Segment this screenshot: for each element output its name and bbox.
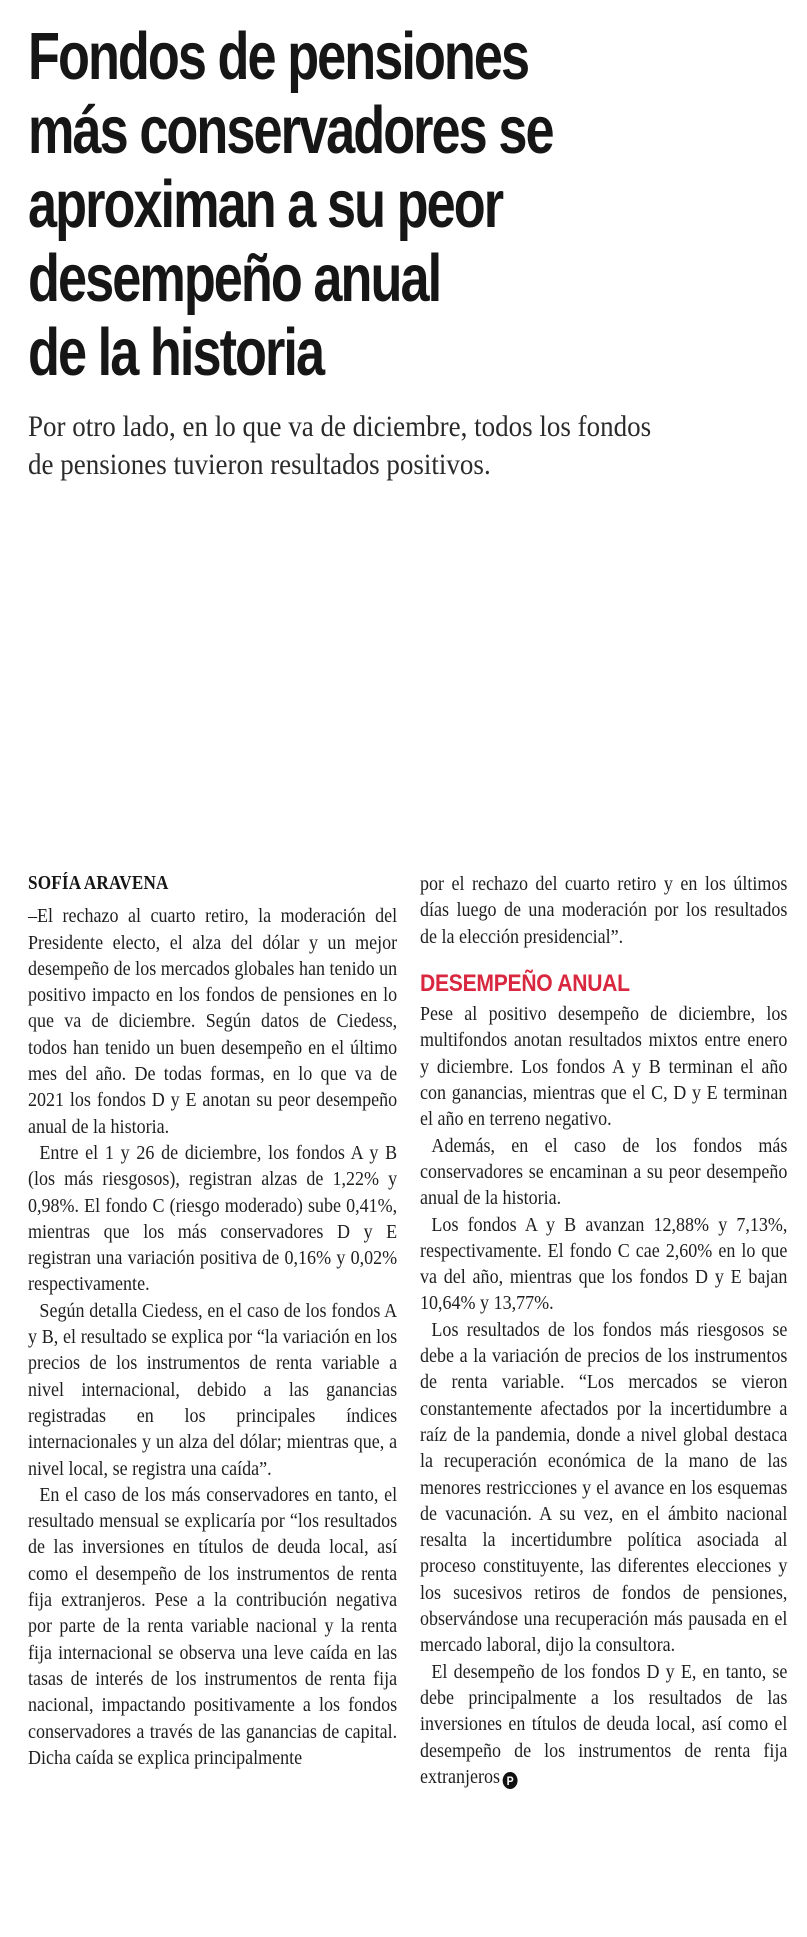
body-paragraph: Los fondos A y B avanzan 12,88% y 7,13%, respectivamente. El fondo C cae 2,60% en lo que va del año, mientras que los fondos D y E bajan 10,64% y 13,77%. (420, 1213, 788, 1315)
body-paragraph: Además, en el caso de los fondos más conservadores se encaminan a su peor desempeño anual de la historia. (420, 1134, 788, 1210)
section-header: DESEMPEÑO ANUAL (420, 969, 630, 997)
headline-line-2: más conservadores se (28, 93, 553, 168)
subheadline: Por otro lado, en lo que va de diciembre, todos los fondos de pensiones tuvieron resultados positivos. (28, 410, 652, 481)
body-paragraph: En el caso de los más conservadores en tanto, el resultado mensual se explicaría por “los resultados de las inversiones en títulos de deuda local, así como el desempeño de los instrumentos de renta fija extranjeros. Pese a la contribución negativa por parte de la renta variable nacional y la renta fija internacional se observa una leve caída en las tasas de interés de los instrumentos de renta fija nacional, impactando positivamente a los fondos conservadores a través de las ganancias de capital. Dicha caída se explica principalmente (28, 1483, 398, 1769)
body-paragraph-text: El desempeño de los fondos D y E, en tanto, se debe principalmente a los resultados de las inversiones en títulos de deuda local, así como el desempeño de los instrumentos de renta fija extranjeros (420, 1660, 788, 1788)
headline-line-5: de la historia (28, 315, 324, 390)
body-paragraph-continuation: por el rechazo del cuarto retiro y en los últimos días luego de una moderación por los resultados de la elección presidencial”. (420, 873, 788, 948)
headline-line-3: aproximan a su peor (28, 167, 503, 242)
byline: SOFÍA ARAVENA (28, 873, 169, 894)
body-paragraph: Según detalla Ciedess, en el caso de los fondos A y B, el resultado se explica por “la variación en los precios de los instrumentos de renta variable a nivel internacional, debido a las ganancias registradas en los principales índices internacionales y un alza del dólar; mientras que, a nivel local, se registra una caída”. (28, 1299, 398, 1480)
body-paragraph: Entre el 1 y 26 de diciembre, los fondos A y B (los más riesgosos), registran alzas de 1,22% y 0,98%. El fondo C (riesgo moderado) sube 0,41%, mientras que los más conservadores D y E registran una variación positiva de 0,16% y 0,02% respectivamente. (28, 1141, 398, 1296)
body-paragraph: Los resultados de los fondos más riesgosos se debe a la variación de precios de los instrumentos de renta variable. “Los mercados se vieron constantemente afectados por la incertidumbre a raíz de la pandemia, donde a nivel global destaca la recuperación económica de la mano de las menores restricciones y el avance en los esquemas de vacunación. A su vez, en el ámbito nacional resalta la incertidumbre política asociada al proceso constituyente, las diferentes elecciones y los sucesivos retiros de fondos de pensiones, observándose una recuperación más pausada en el mercado laboral, dijo la consultora. (420, 1318, 788, 1657)
right-column (420, 871, 787, 1790)
headline-line-4: desempeño anual (28, 241, 441, 316)
body-paragraph: –El rechazo al cuarto retiro, la moderación del Presidente electo, el alza del dólar y un mejor desempeño de los mercados globales han tenido un positivo impacto en los fondos de pensiones en lo que va de diciembre. Según datos de Ciedess, todos han tenido un buen desempeño en el último mes del año. De todas formas, en lo que va de 2021 los fondos D y E anotan su peor desempeño anual de la historia. (28, 905, 398, 1138)
body-paragraph (420, 1659, 787, 1790)
headline-line-1: Fondos de pensiones (28, 19, 529, 94)
headline (28, 20, 609, 390)
end-of-article-icon (503, 1772, 518, 1789)
end-of-article-letter: P (506, 1773, 514, 1788)
body-paragraph: Pese al positivo desempeño de diciembre, los multifondos anotan resultados mixtos entre enero y diciembre. Los fondos A y B terminan el año con ganancias, mientras que el C, D y E terminan el año en terreno negativo. (420, 1003, 788, 1131)
left-column (28, 871, 397, 1771)
